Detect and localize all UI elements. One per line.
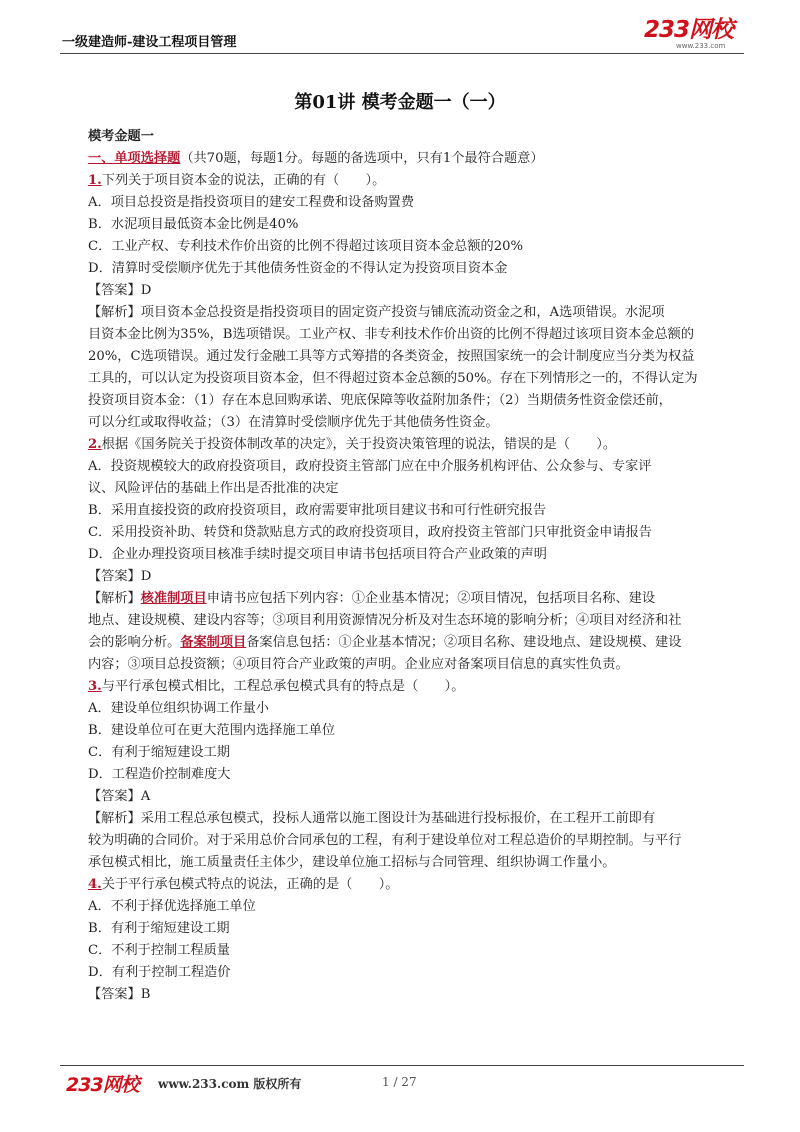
question-3 [88, 676, 738, 698]
analysis-line [88, 588, 738, 610]
question-stem: 下列关于项目资本金的说法，正确的有（ ）。 [101, 173, 386, 188]
term-link-approval[interactable]: 核准制项目 [140, 591, 207, 606]
option-a: A．项目总投资是指投资项目的建安工程费和设备购置费 [88, 195, 415, 210]
question-number[interactable]: 4. [88, 877, 102, 892]
answer [88, 280, 738, 302]
answer-label: 【答案】 [88, 283, 141, 298]
analysis-line: 承包模式相比，施工质量责任主体少，建设单位施工招标与合同管理、组织协调工作量小。 [88, 855, 616, 870]
option-b: B．有利于缩短建设工期 [88, 921, 230, 936]
option-a-cont: 议、风险评估的基础上作出是否批准的决定 [88, 481, 339, 496]
option-d: D．工程造价控制难度大 [88, 767, 231, 782]
analysis-line: 投资项目资本金：（1）存在本息回购承诺、兜底保障等收益附加条件；（2）当期债务性资金偿还前， [88, 393, 672, 408]
analysis-line: 工具的，可以认定为投资项目资本金，但不得超过资本金总额的50%。存在下列情形之一的，不得认定为 [88, 371, 698, 386]
page-title: 第01讲 模考金题一（一） [294, 92, 506, 113]
option-d: D．有利于控制工程造价 [88, 965, 231, 980]
logo-url: www.233.com [676, 42, 726, 50]
question-2 [88, 434, 738, 456]
question-stem: 关于平行承包模式特点的说法，正确的是（ ）。 [101, 877, 399, 892]
analysis-line [88, 808, 738, 830]
answer-value: B [140, 987, 151, 1002]
analysis-text: 申请书应包括下列内容：①企业基本情况；②项目情况，包括项目名称、建设 [206, 591, 656, 606]
option-a: A．不利于择优选择施工单位 [88, 899, 256, 914]
analysis-line: 目资本金比例为35%，B选项错误。工业产权、非专利技术作价出资的比例不得超过该项目资本金总额的 [88, 327, 695, 342]
option-c: C．采用投资补助、转贷和贷款贴息方式的政府投资项目，政府投资主管部门只审批资金申请报告 [88, 525, 652, 540]
document-body [88, 126, 738, 1006]
option-b: B．采用直接投资的政府投资项目，政府需要审批项目建议书和可行性研究报告 [88, 503, 547, 518]
logo-text: 233网校 [644, 17, 734, 43]
footer-logo: 233网校 [66, 1074, 139, 1096]
analysis-label: 【解析】 [88, 811, 141, 826]
option-b: B．水泥项目最低资本金比例是40% [88, 217, 299, 232]
option-c: C．不利于控制工程质量 [88, 943, 230, 958]
analysis-text: 会的影响分析。 [88, 635, 181, 650]
question-number[interactable]: 1. [88, 173, 102, 188]
answer-label: 【答案】 [88, 987, 141, 1002]
option-d: D．清算时受偿顺序优先于其他债务性资金的不得认定为投资项目资本金 [88, 261, 508, 276]
answer [88, 566, 738, 588]
section-title: 模考金题一 [88, 129, 154, 144]
analysis-line: 内容；③项目总投资额；④项目符合产业政策的声明。企业应对备案项目信息的真实性负责。 [88, 657, 629, 672]
answer [88, 786, 738, 808]
analysis-line: 较为明确的合同价。对于采用总价合同承包的工程，有利于建设单位对工程总造价的早期控制。与平行 [88, 833, 682, 848]
analysis-text: 采用工程总承包模式，投标人通常以施工图设计为基础进行投标报价，在工程开工前即有 [140, 811, 656, 826]
analysis-line [88, 632, 738, 654]
analysis-label: 【解析】 [88, 591, 141, 606]
part-heading-link[interactable]: 一、单项选择题 [88, 151, 181, 166]
option-b: B．建设单位可在更大范围内选择施工单位 [88, 723, 336, 738]
part-heading-note: （共70题，每题1分。每题的备选项中，只有1个最符合题意） [180, 151, 544, 166]
question-4 [88, 874, 738, 896]
question-stem: 根据《国务院关于投资体制改革的决定》，关于投资决策管理的说法，错误的是（ ）。 [101, 437, 617, 452]
header-divider [60, 53, 744, 54]
option-c: C．有利于缩短建设工期 [88, 745, 230, 760]
term-link-filing[interactable]: 备案制项目 [180, 635, 247, 650]
option-a: A．投资规模较大的政府投资项目，政府投资主管部门应在中介服务机构评估、公众参与、专家评 [88, 459, 652, 474]
answer-value: D [140, 283, 152, 298]
brand-logo [644, 18, 744, 50]
course-title: 一级建造师-建设工程项目管理 [62, 35, 237, 50]
answer [88, 984, 738, 1006]
analysis-line: 20%，C选项错误。通过发行金融工具等方式筹措的各类资金，按照国家统一的会计制度应当分类为权益 [88, 349, 695, 364]
answer-label: 【答案】 [88, 569, 141, 584]
option-d: D．企业办理投资项目核准手续时提交项目申请书包括项目符合产业政策的声明 [88, 547, 547, 562]
analysis-text: 备案信息包括：①企业基本情况；②项目名称、建设地点、建设规模、建设 [246, 635, 682, 650]
question-1 [88, 170, 738, 192]
page-number: 1 / 27 [382, 1075, 417, 1089]
analysis-line: 地点、建设规模、建设内容等；③项目利用资源情况分析及对生态环境的影响分析；④项目对经济和社 [88, 613, 682, 628]
footer-copyright: www.233.com 版权所有 [158, 1077, 302, 1091]
question-stem: 与平行承包模式相比，工程总承包模式具有的特点是（ ）。 [101, 679, 465, 694]
analysis-text: 项目资本金总投资是指投资项目的固定资产投资与铺底流动资金之和，A选项错误。水泥项 [140, 305, 665, 320]
part-heading [88, 148, 738, 170]
option-c: C．工业产权、专利技术作价出资的比例不得超过该项目资本金总额的20% [88, 239, 524, 254]
analysis-line [88, 302, 738, 324]
answer-label: 【答案】 [88, 789, 141, 804]
answer-value: A [140, 789, 151, 804]
analysis-label: 【解析】 [88, 305, 141, 320]
question-number[interactable]: 3. [88, 679, 102, 694]
answer-value: D [140, 569, 152, 584]
question-number[interactable]: 2. [88, 437, 102, 452]
analysis-line: 可以分红或取得收益；（3）在清算时受偿顺序优先于其他债务性资金。 [88, 415, 499, 430]
footer-divider [60, 1065, 744, 1066]
option-a: A．建设单位组织协调工作量小 [88, 701, 269, 716]
